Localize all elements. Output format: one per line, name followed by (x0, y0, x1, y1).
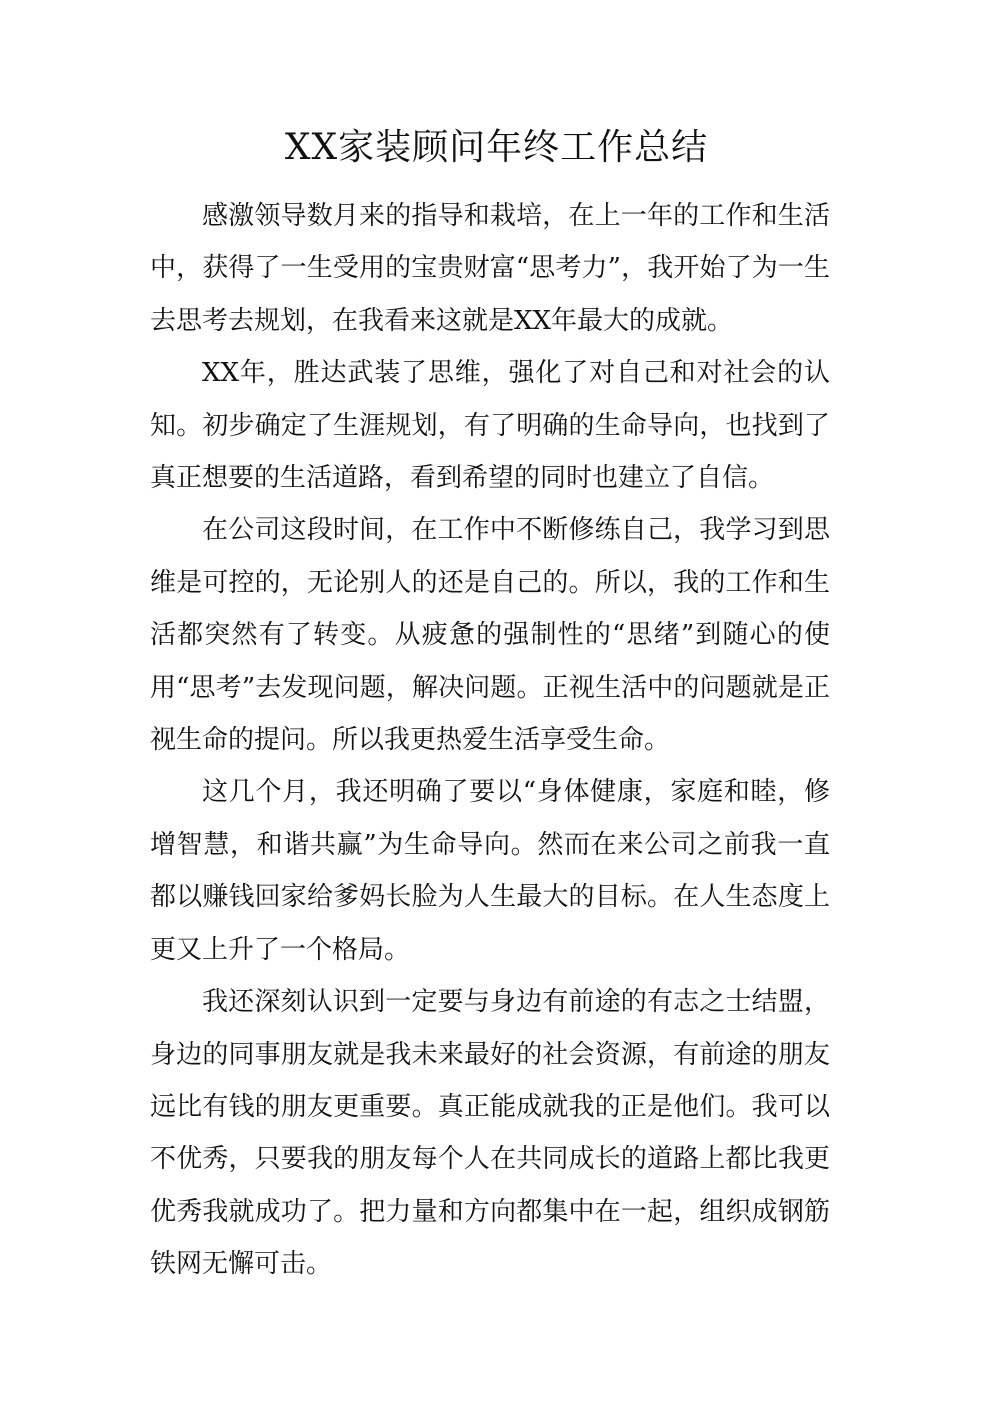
document-title: XX家装顾问年终工作总结 (284, 127, 709, 168)
paragraph-5: 我还深刻认识到一定要与身边有前途的有志之士结盟，身边的同事朋友就是我未来最好的社会资源，有前途的朋友远比有钱的朋友更重要。真正能成就我的正是他们。我可以不优秀，只要我的朋友每个人在共同成长的道路上都比我更优秀我就成功了。把力量和方向都集中在一起，组织成钢筋铁网无懈可击。 (150, 987, 830, 1280)
paragraph-1: 感激领导数月来的指导和栽培，在上一年的工作和生活中，获得了一生受用的宝贵财富“思考力”，我开始了为一生去思考去规划，在我看来这就是XX年最大的成就。 (150, 201, 830, 336)
paragraph-4: 这几个月，我还明确了要以“身体健康，家庭和睦，修增智慧，和谐共赢”为生命导向。然而在来公司之前我一直都以赚钱回家给爹妈长脸为人生最大的目标。在人生态度上更又上升了一个格局。 (150, 777, 830, 965)
paragraph-2: XX年，胜达武装了思维，强化了对自己和对社会的认知。初步确定了生涯规划，有了明确的生命导向，也找到了真正想要的生活道路，看到希望的同时也建立了自信。 (150, 358, 830, 494)
paragraph-3: 在公司这段时间，在工作中不断修练自己，我学习到思维是可控的，无论别人的还是自己的。所以，我的工作和生活都突然有了转变。从疲惫的强制性的“思绪”到随心的使用“思考”去发现问题，解决问题。正视生活中的问题就是正视生命的提问。所以我更热爱生活享受生命。 (150, 515, 830, 756)
document-body (150, 190, 830, 1291)
